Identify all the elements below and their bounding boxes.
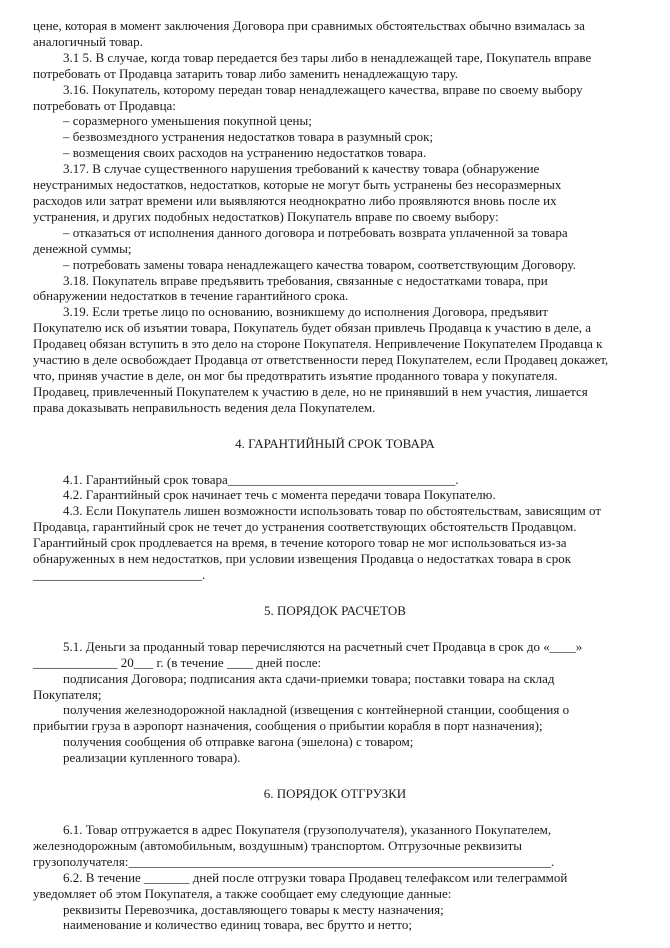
text-line: 3.17. В случае существенного нарушения требований к качеству товара (обнаружение [63, 161, 540, 177]
text-line: __________________________. [33, 567, 206, 582]
text-line: права доказывать неправильность ведения дела Покупателем. [33, 399, 376, 415]
text-line: неустранимых недостатков, недостатков, которые не могут быть устранены без несоразмерных [33, 177, 562, 193]
text-line: 4.3. Если Покупатель лишен возможности использовать товар по обстоятельствам, зависящим от [63, 503, 602, 519]
section-6-title: 6. ПОРЯДОК ОТГРУЗКИ [263, 786, 407, 802]
text-line: расходов или затрат времени или выявляются неоднократно либо проявляются вновь после их [33, 192, 557, 208]
clause-3-15 [33, 50, 637, 82]
text-line: 6.2. В течение _______ дней после отгрузки товара Продавец телефаксом или телеграммой [63, 869, 568, 885]
document-page [33, 18, 637, 933]
text-line: реализации купленного товара). [63, 750, 241, 766]
text-line: уведомляет об этом Покупателя, а также сообщает ему следующие данные: [33, 885, 452, 901]
text-line: устранения, и других подобных недостатков) Покупатель вправе по своему выбору: [33, 208, 499, 224]
text-line: 5.1. Деньги за проданный товар перечисляются на расчетный счет Продавца в срок до «____» [63, 638, 583, 654]
text-line: обнаруженных в нем недостатков, при условии извещения Продавца о недостатках товара в срок [33, 551, 572, 567]
section-4-body [33, 472, 637, 583]
section-3-continuation [33, 18, 637, 50]
text-line: обнаружении недостатков в течение гарантийного срока. [33, 288, 349, 304]
text-line: подписания Договора; подписания акта сдачи-приемки товара; поставки товара на склад [63, 670, 555, 686]
text-line: получения железнодорожной накладной (извещения с контейнерной станции, сообщения о [63, 702, 570, 718]
text-line: потребовать от Продавца: [33, 97, 176, 113]
text-line: аналогичный товар. [33, 33, 143, 49]
list-item: – соразмерного уменьшения покупной цены; [63, 113, 312, 129]
text-line: реквизиты Перевозчика, доставляющего товары к месту назначения; [63, 901, 444, 917]
text-line: наименование и количество единиц товара, вес брутто и нетто; [63, 917, 412, 933]
text-line: участию в деле освобождает Продавца от ответственности перед Покупателем, если Продавец докажет, [33, 352, 609, 368]
text-line: прибытии груза в аэропорт назначения, сообщения о прибытии корабля в порт назначения); [33, 718, 543, 734]
list-item: – потребовать замены товара ненадлежащего качества товаром, соответствующим Договору. [63, 256, 576, 272]
section-5-body [33, 639, 637, 766]
section-4-title: 4. ГАРАНТИЙНЫЙ СРОК ТОВАРА [235, 435, 435, 451]
clause-3-18 [33, 273, 637, 305]
section-5-title: 5. ПОРЯДОК РАСЧЕТОВ [264, 602, 406, 618]
section-6-body [33, 822, 637, 933]
list-item: – возмещения своих расходов на устранению недостатков товара. [63, 145, 427, 161]
text-line: Продавца, гарантийный срок не течет до устранения соответствующих обстоятельств Продавцом. [33, 519, 577, 535]
text-line: 6.1. Товар отгружается в адрес Покупателя (грузополучателя), указанного Покупателем, [63, 821, 552, 837]
text-line: Продавец, привлеченный Покупателем к участию в деле, но не принявший в нем участия, лишается [33, 383, 588, 399]
clause-3-16 [33, 82, 637, 162]
text-line: Гарантийный срок продлевается на время, в течение которого товар не мог использоваться из-за [33, 535, 567, 551]
text-line: Покупателя; [33, 686, 102, 702]
text-line: денежной суммы; [33, 240, 132, 256]
text-line: потребовать от Продавца затарить товар либо заменить ненадлежащую тару. [33, 65, 458, 81]
clause-3-17 [33, 161, 637, 272]
text-line: что, приняв участие в деле, он мог бы предотвратить изъятие проданного товара у покупателя. [33, 367, 558, 383]
text-line: грузополучателя:_________________________________________________________________. [33, 853, 555, 869]
text-line: Покупателю иск об изъятии товара, Покупатель будет обязан привлечь Продавца к участию в деле, а [33, 320, 592, 336]
clause-3-19 [33, 304, 637, 415]
text-line: 3.19. Если третье лицо по основанию, возникшему до исполнения Договора, предъявит [63, 304, 548, 320]
text-line: 3.1 5. В случае, когда товар передается без тары либо в ненадлежащей таре, Покупатель вправе [63, 49, 592, 65]
text-line: получения сообщения об отправке вагона (эшелона) с товаром; [63, 734, 414, 750]
text-line: железнодорожным (автомобильным, воздушным) транспортом. Отгрузочные реквизиты [33, 837, 523, 853]
text-line: 4.2. Гарантийный срок начинает течь с момента передачи товара Покупателю. [63, 487, 496, 503]
list-item: – отказаться от исполнения данного договора и потребовать возврата уплаченной за товара [63, 224, 568, 240]
text-line: цене, которая в момент заключения Договора при сравнимых обстоятельствах обычно взималась за [33, 18, 585, 33]
text-line: _____________ 20___ г. (в течение ____ дней после: [33, 654, 322, 670]
list-item: – безвозмездного устранения недостатков товара в разумный срок; [63, 129, 434, 145]
text-line: 4.1. Гарантийный срок товара___________________________________. [63, 471, 459, 487]
text-line: 3.16. Покупатель, которому передан товар ненадлежащего качества, вправе по своему выбору [63, 81, 583, 97]
text-line: 3.18. Покупатель вправе предъявить требования, связанные с недостатками товара, при [63, 272, 548, 288]
text-line: Продавец обязан вступить в это дело на стороне Покупателя. Непривлечение Покупателем Продавца к [33, 336, 603, 352]
